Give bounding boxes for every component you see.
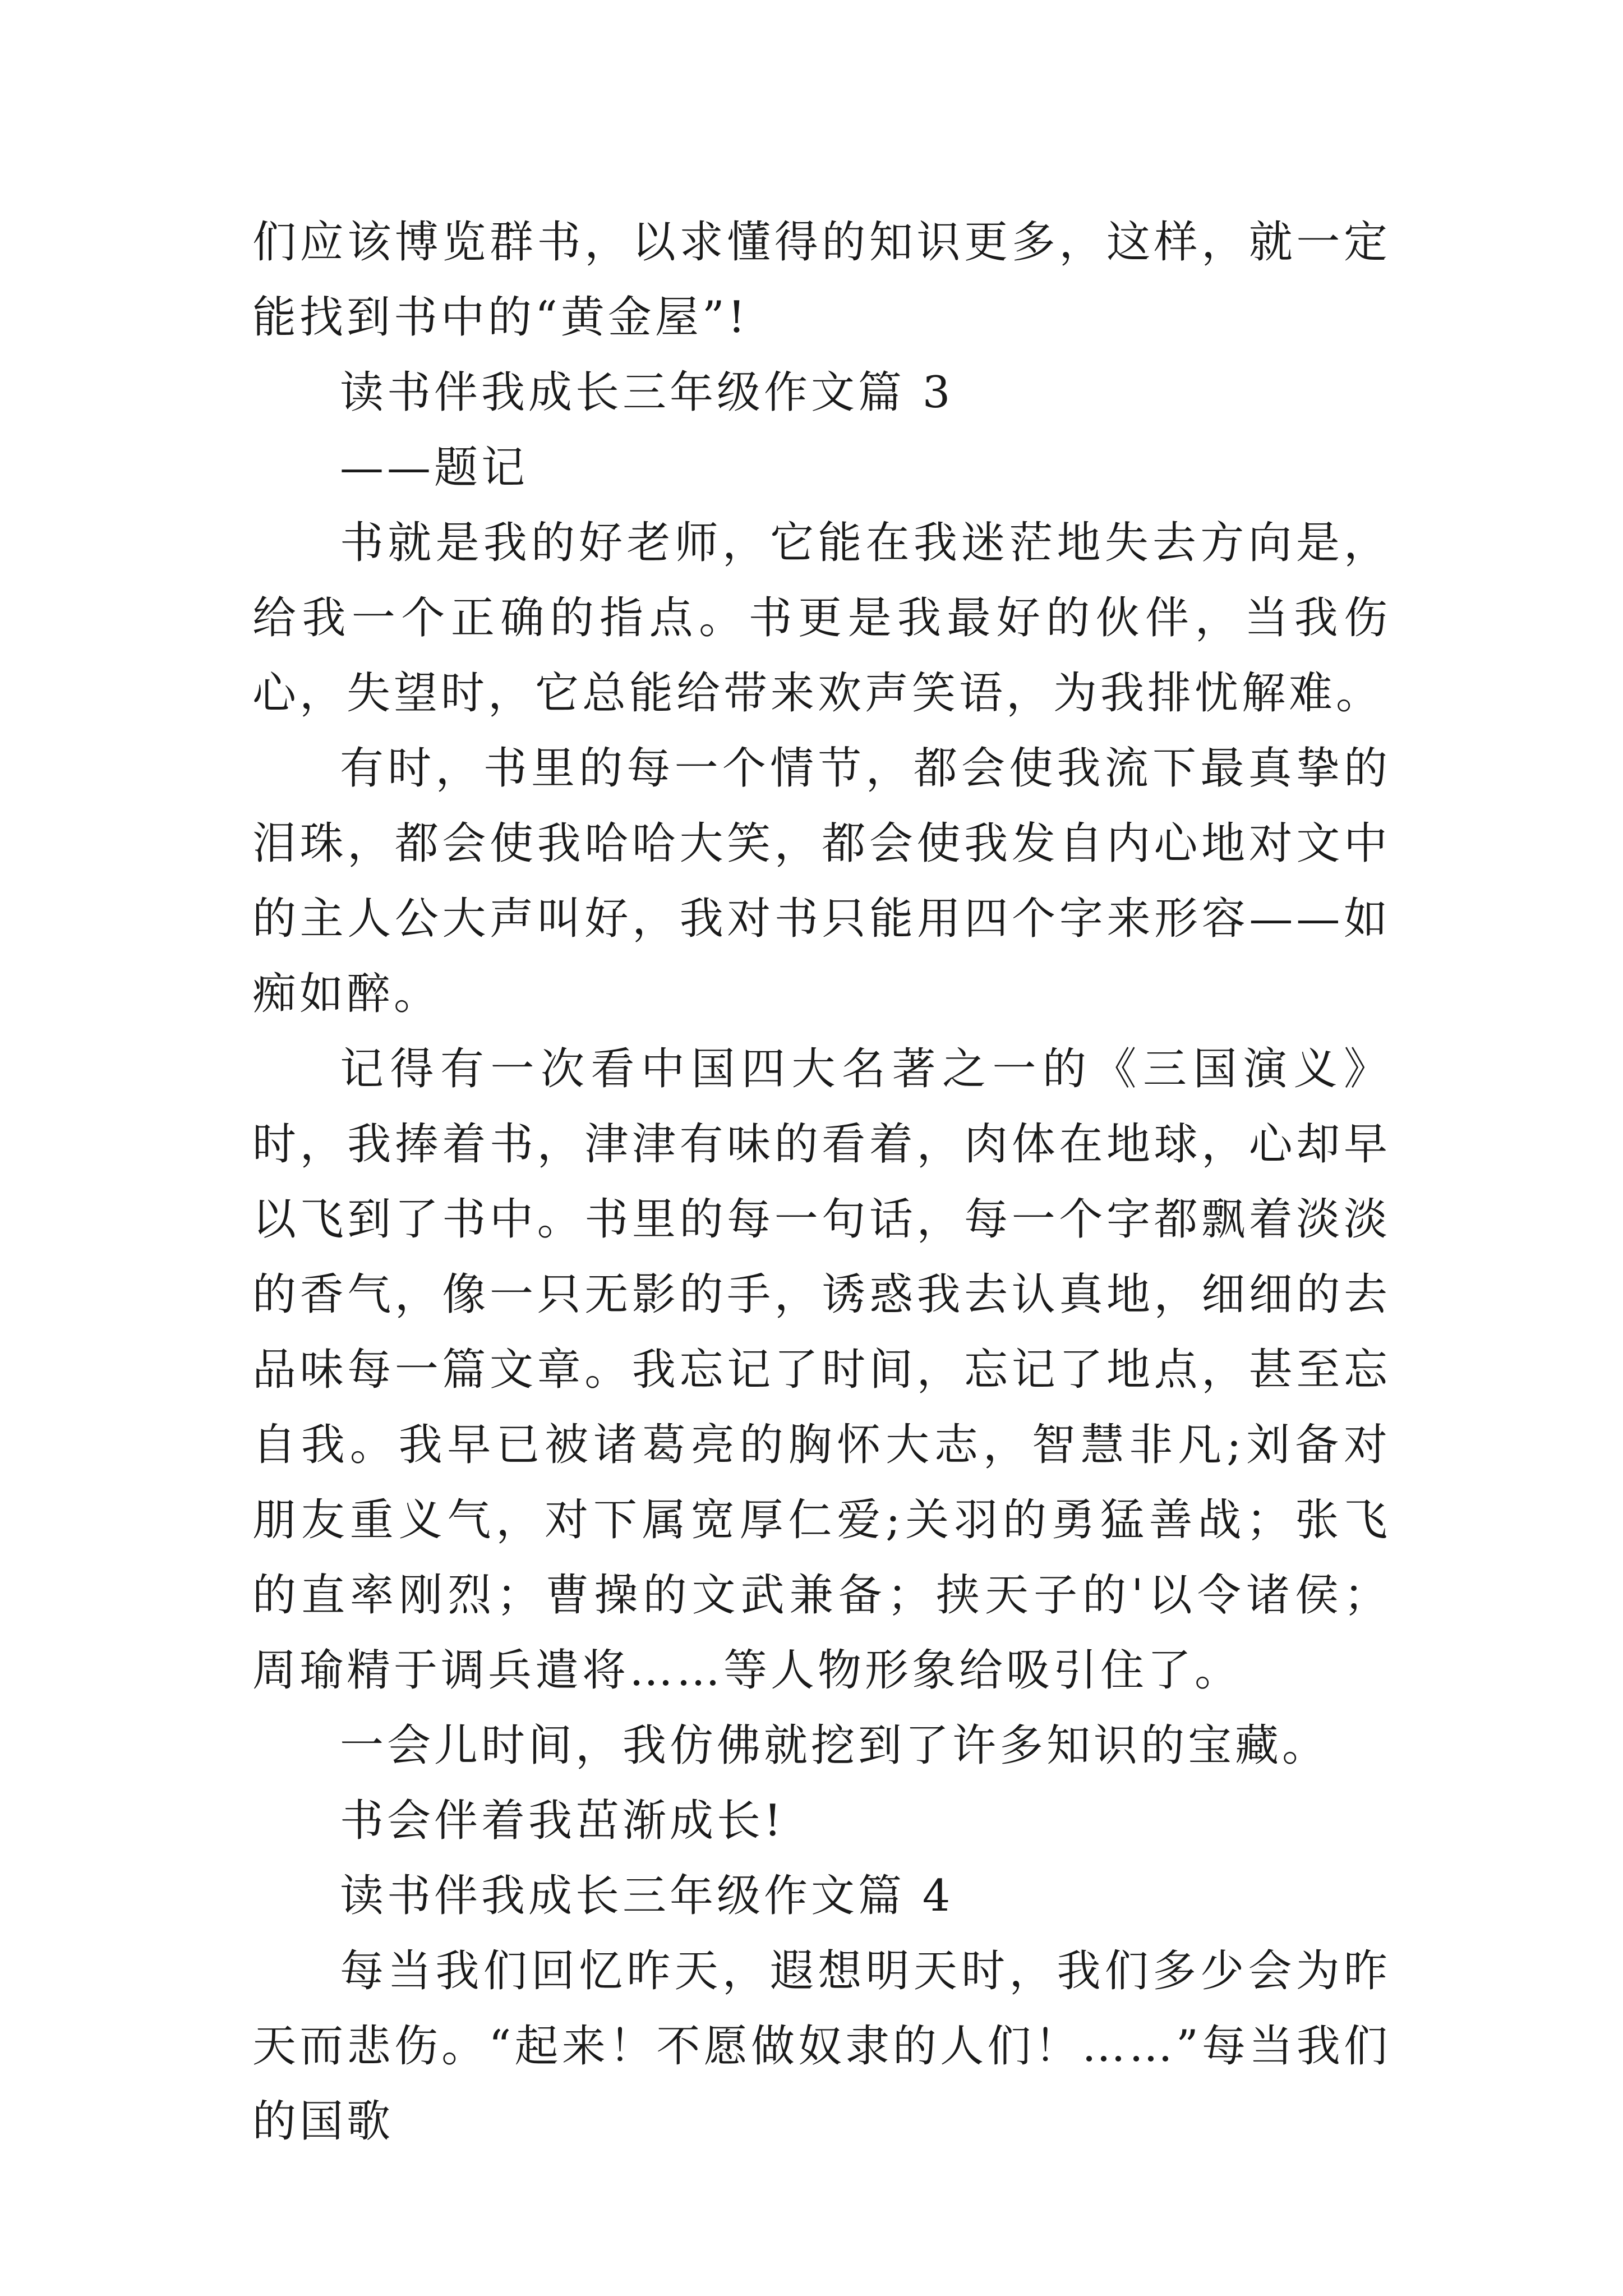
epigraph-note: ——题记: [340, 443, 529, 493]
continuation-paragraph: 们应该博览群书，以求懂得的知识更多，这样，就一定能找到书中的“黄金屋”!: [252, 217, 1391, 343]
section-heading-4: 读书伴我成长三年级作文篇 4: [340, 1871, 954, 1921]
body-paragraph: 每当我们回忆昨天，遐想明天时，我们多少会为昨天而悲伤。“起来！不愿做奴隶的人们！……”每当我们的国歌: [252, 1946, 1391, 2147]
body-paragraph: 书就是我的好老师，它能在我迷茫地失去方向是，给我一个正确的指点。书更是我最好的伙伴，当我伤心，失望时，它总能给带来欢声笑语，为我排忧解难。: [252, 518, 1391, 719]
section-heading-3: 读书伴我成长三年级作文篇 3: [340, 367, 954, 418]
body-paragraph: 记得有一次看中国四大名著之一的《三国演义》时，我捧着书，津津有味的看着，肉体在地球，心却早以飞到了书中。书里的每一句话，每一个字都飘着淡淡的香气，像一只无影的手，诱惑我去认真地，细细的去品味每一篇文章。我忘记了时间，忘记了地点，甚至忘自我。我早已被诸葛亮的胸怀大志，智慧非凡;刘备对朋友重义气，对下属宽厚仁爱;关羽的勇猛善战；张飞的直率刚烈；曹操的文武兼备；挟天子的'以令诸侯；周瑜精于调兵遣将……等人物形象给吸引住了。: [252, 1044, 1391, 1696]
body-paragraph: 书会伴着我茁渐成长!: [340, 1796, 785, 1846]
body-paragraph: 一会儿时间，我仿佛就挖到了许多知识的宝藏。: [340, 1720, 1330, 1771]
document-body: [252, 205, 1391, 2159]
body-paragraph: 有时，书里的每一个情节，都会使我流下最真挚的泪珠，都会使我哈哈大笑，都会使我发自内心地对文中的主人公大声叫好，我对书只能用四个字来形容——如痴如醉。: [252, 743, 1391, 1019]
